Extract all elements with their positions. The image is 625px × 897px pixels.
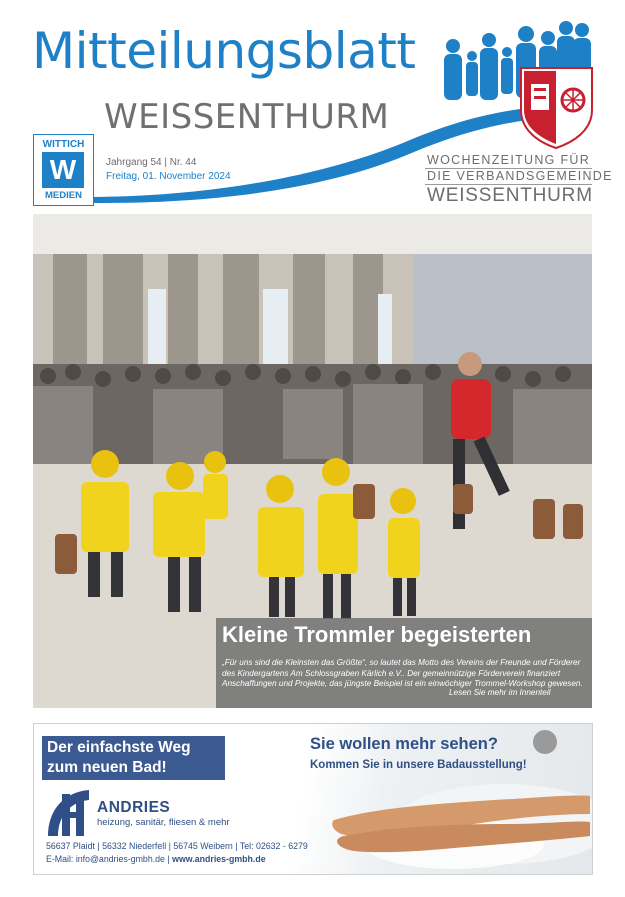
tap-icon bbox=[533, 730, 557, 754]
logo-top-text: WITTICH bbox=[42, 139, 85, 150]
ad-website-link[interactable]: www.andries-gmbh.de bbox=[172, 854, 266, 864]
ad-email[interactable]: E-Mail: info@andries-gmbh.de | bbox=[46, 854, 173, 864]
masthead-title: Mitteilungsblatt bbox=[32, 22, 416, 80]
tagline-line-2: DIE VERBANDSGEMEINDE bbox=[427, 169, 613, 183]
masthead-town: WEISSENTHURM bbox=[104, 97, 390, 137]
wittich-medien-logo bbox=[33, 134, 94, 206]
ad-headline-line-2: zum neuen Bad! bbox=[47, 759, 167, 776]
lead-headline: Kleine Trommler begeisterten bbox=[222, 622, 532, 647]
lead-body: „Für uns sind die Kleinsten das Größte“, so lautet das Motto des Vereins der Freunde und Förderer des Kindergartens Am Schlossgraben Kärlich e.V.. Der gemeinnützige Förderverein finanziert Anschaffungen und Projekte, das jüngste Beispiel ist ein einwöchiger Trommel-Workshop gewesen. bbox=[222, 658, 583, 688]
coat-of-arms-icon bbox=[521, 68, 592, 148]
ad-company-name: ANDRIES bbox=[97, 799, 171, 816]
lead-read-more: Lesen Sie mehr im Innenteil bbox=[449, 688, 551, 697]
andries-logo-icon bbox=[48, 790, 89, 836]
logo-mark-letter: W bbox=[49, 154, 77, 185]
ad-question: Sie wollen mehr sehen? bbox=[310, 735, 498, 753]
ad-contact bbox=[46, 855, 266, 864]
ad-headline-line-1: Der einfachste Weg bbox=[47, 739, 191, 756]
logo-mark-icon bbox=[42, 152, 84, 188]
logo-bottom-text: MEDIEN bbox=[45, 190, 82, 201]
ad-company-services: heizung, sanitär, fliesen & mehr bbox=[97, 817, 230, 828]
issue-date: Freitag, 01. November 2024 bbox=[106, 171, 231, 182]
tagline-line-3: WEISSENTHURM bbox=[427, 185, 593, 206]
ad-address: 56637 Plaidt | 56332 Niederfell | 56745 Weibern | Tel: 02632 - 6279 bbox=[46, 841, 308, 851]
ad-subline: Kommen Sie in unsere Badausstellung! bbox=[310, 759, 527, 771]
issue-number: Jahrgang 54 | Nr. 44 bbox=[106, 157, 197, 168]
tagline-line-1: WOCHENZEITUNG FÜR bbox=[427, 153, 591, 167]
